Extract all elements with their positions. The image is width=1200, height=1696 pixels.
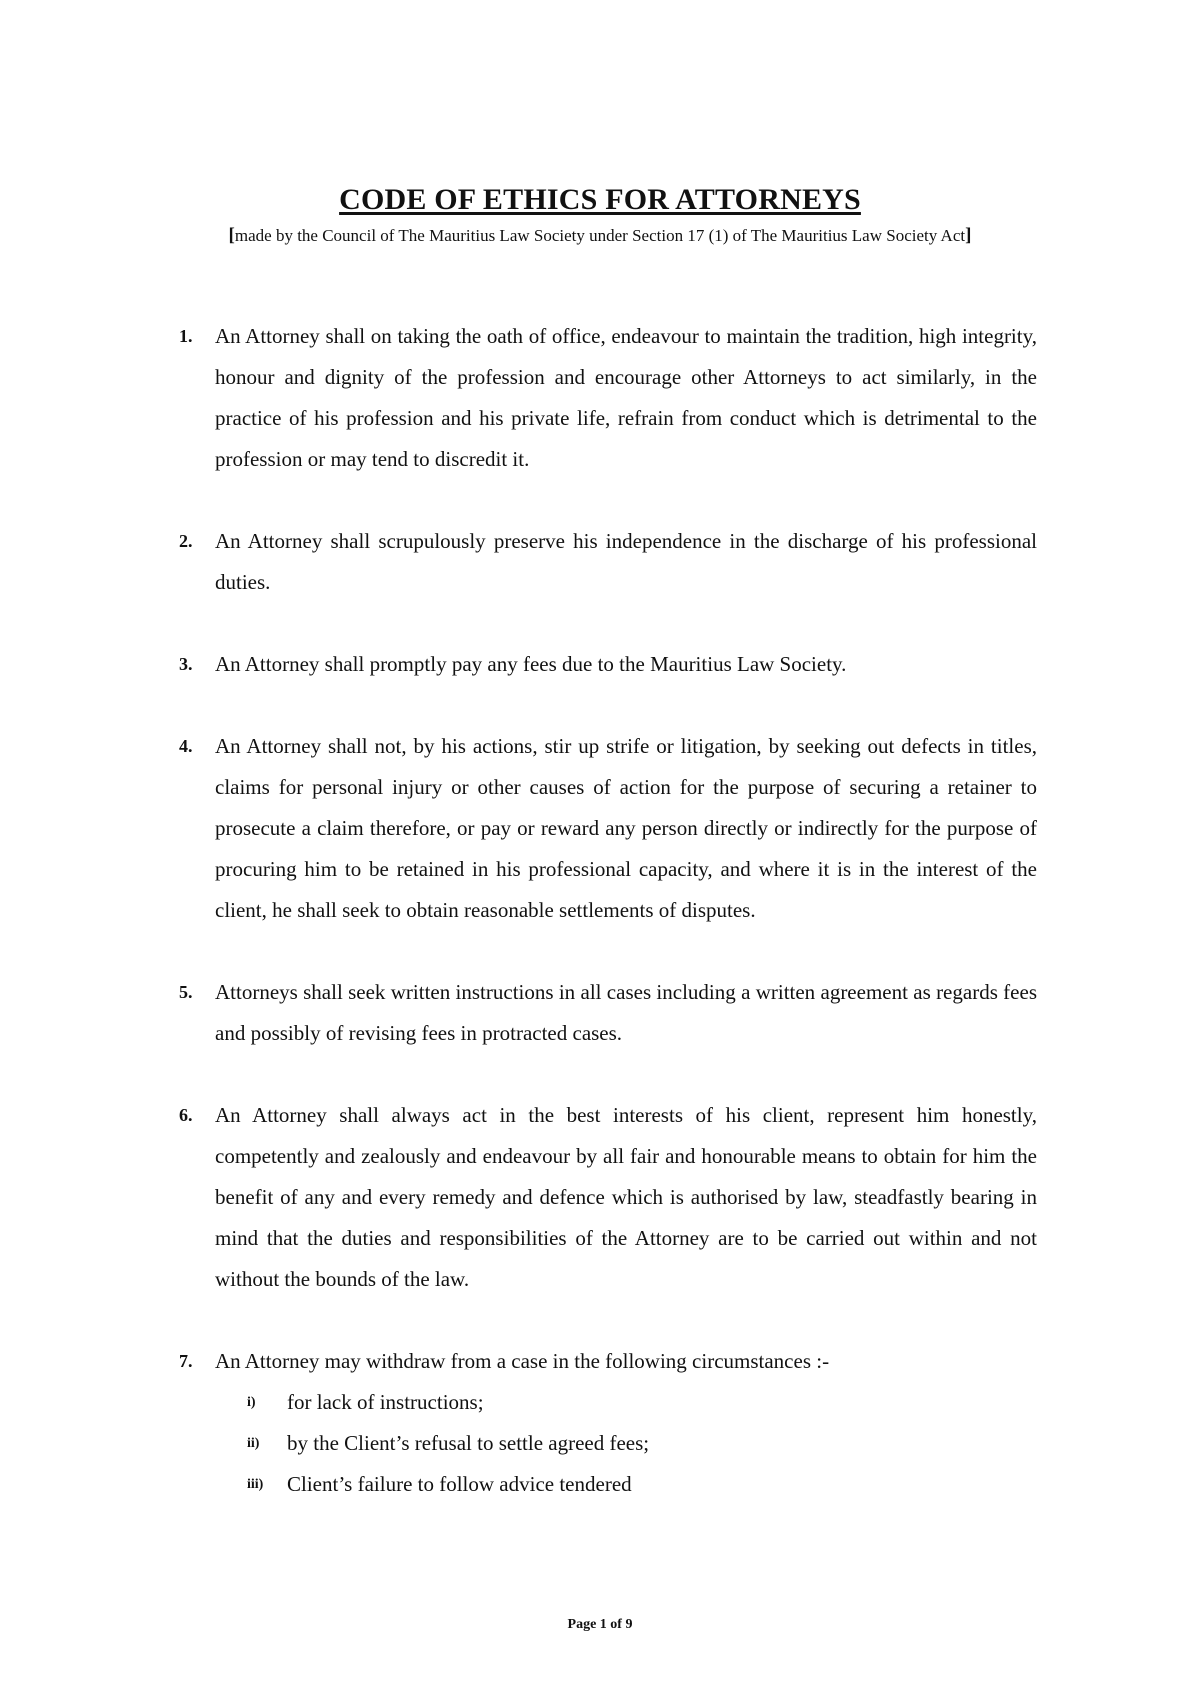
clause-4	[179, 726, 1037, 931]
clause-text: An Attorney shall scrupulously preserve his independence in the discharge of his professional duties.	[215, 529, 1037, 594]
clause-1	[179, 316, 1037, 480]
clause-text: An Attorney shall not, by his actions, stir up strife or litigation, by seeking out defects in titles, claims for personal injury or other causes of action for the purpose of securing a retainer to prosecute a claim therefore, or pay or reward any person directly or indirectly for the purpose of procuring him to be retained in his professional capacity, and where it is in the interest of the client, he shall seek to obtain reasonable settlements of disputes.	[215, 734, 1037, 922]
clause-3	[179, 644, 1037, 685]
clause-5	[179, 972, 1037, 1054]
subitem-number: iii)	[247, 1477, 264, 1492]
clause-2	[179, 521, 1037, 603]
clause-7-subitem-iii	[247, 1464, 1200, 1505]
clause-number: 6.	[179, 1105, 193, 1125]
clause-number: 1.	[179, 326, 193, 346]
subtitle-text: made by the Council of The Mauritius Law Society under Section 17 (1) of The Mauritius Law Society Act	[234, 226, 966, 245]
clause-7	[179, 1341, 1037, 1382]
clause-text: An Attorney shall promptly pay any fees due to the Mauritius Law Society.	[215, 652, 847, 676]
clause-text: Attorneys shall seek written instructions in all cases including a written agreement as regards fees and possibly of revising fees in protracted cases.	[215, 980, 1037, 1045]
subitem-text: by the Client’s refusal to settle agreed fees;	[287, 1431, 650, 1455]
clause-7-subitem-i	[247, 1382, 1200, 1423]
clause-text: An Attorney may withdraw from a case in the following circumstances :-	[215, 1349, 830, 1373]
clause-number: 7.	[179, 1351, 193, 1371]
clause-text: An Attorney shall on taking the oath of office, endeavour to maintain the tradition, high integrity, honour and dignity of the profession and encourage other Attorneys to act similarly, in the practice of his profession and his private life, refrain from conduct which is detrimental to the profession or may tend to discredit it.	[215, 324, 1037, 471]
document-title: CODE OF ETHICS FOR ATTORNEYS	[339, 183, 861, 216]
clause-number: 4.	[179, 736, 193, 756]
clause-number: 5.	[179, 982, 193, 1002]
clause-list	[0, 316, 1200, 1505]
subtitle-open-bracket: [	[228, 225, 235, 246]
subtitle-close-bracket: ]	[965, 225, 972, 246]
clause-text: An Attorney shall always act in the best interests of his client, represent him honestly, competently and zealously and endeavour by all fair and honourable means to obtain for him the benefit of any and every remedy and defence which is authorised by law, steadfastly bearing in mind that the duties and responsibilities of the Attorney are to be carried out within and not without the bounds of the law.	[215, 1103, 1037, 1291]
subitem-text: Client’s failure to follow advice tendered	[287, 1472, 632, 1496]
subitem-number: i)	[247, 1395, 256, 1410]
clause-6	[179, 1095, 1037, 1300]
document-subtitle	[0, 225, 1200, 247]
clause-number: 3.	[179, 654, 193, 674]
subitem-number: ii)	[247, 1436, 260, 1451]
clause-7-subitem-ii	[247, 1423, 1200, 1464]
subitem-text: for lack of instructions;	[287, 1390, 484, 1414]
page-footer: Page 1 of 9	[567, 1617, 633, 1632]
clause-number: 2.	[179, 531, 193, 551]
